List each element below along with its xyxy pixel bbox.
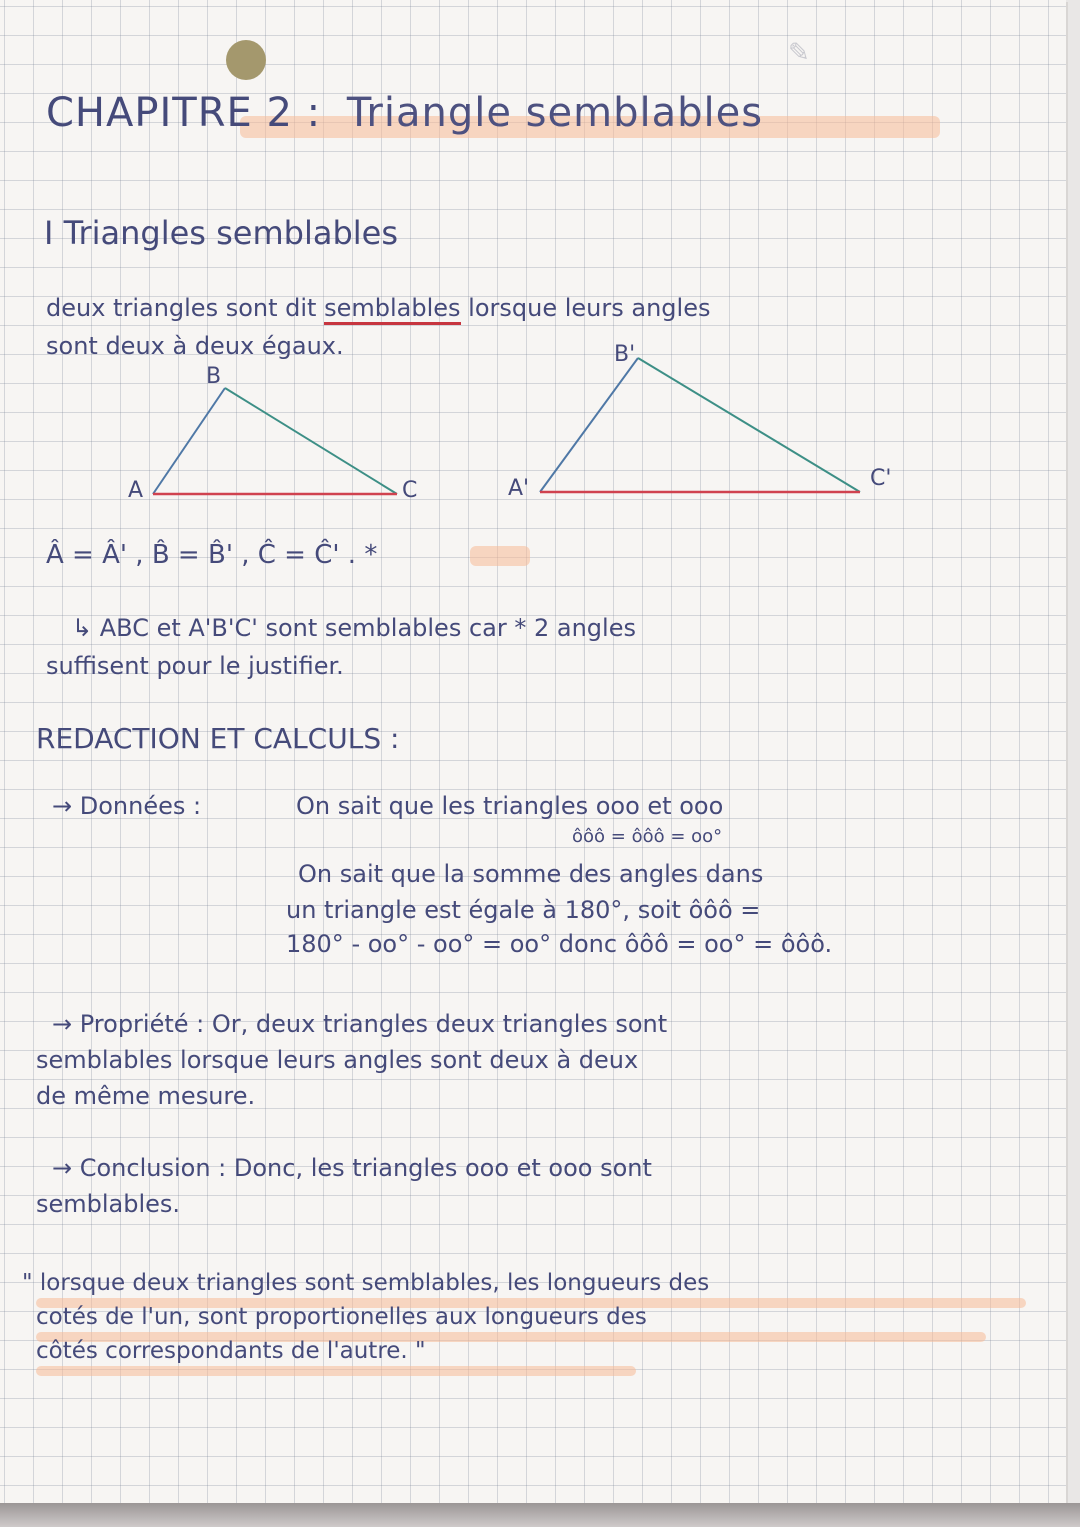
note-line-2: suffisent pour le justifier.: [46, 652, 344, 680]
section-heading: I Triangles semblables: [44, 214, 399, 252]
page-edge-shadow: [0, 1503, 1080, 1527]
side-b-c-prime: [638, 358, 860, 492]
chapter-subject: Triangle semblables: [346, 90, 764, 136]
label-c-prime: C': [870, 466, 892, 491]
side-ab: [153, 388, 225, 494]
quote-line-2: cotés de l'un, sont proportionelles aux longueurs des: [36, 1304, 647, 1330]
donnees-line-3: On sait que la somme des angles dans: [298, 860, 764, 888]
label-b: B: [206, 364, 222, 389]
definition-before: deux triangles sont dit: [46, 294, 325, 322]
triangle-figure: [0, 0, 1066, 520]
conclusion-line-2: semblables.: [36, 1190, 181, 1218]
note-line-1: ↳ ABC et A'B'C' sont semblables car * 2 angles: [72, 614, 636, 642]
propriete-line-2: semblables lorsque leurs angles sont deux à deux: [36, 1046, 639, 1074]
side-bc: [225, 388, 397, 494]
conclusion-label: → Conclusion :: [52, 1154, 227, 1182]
propriete-text-1: Or, deux triangles deux triangles sont: [211, 1010, 668, 1038]
propriete-line-1: [52, 1010, 667, 1038]
quote-highlight-3: [36, 1366, 636, 1376]
donnees-line-1: On sait que les triangles ooo et ooo: [296, 792, 724, 820]
redaction-heading: REDACTION ET CALCULS :: [36, 722, 400, 755]
equalities-highlight: [470, 546, 530, 566]
quote-line-3: côtés correspondants de l'autre. ": [36, 1338, 426, 1364]
conclusion-line-1: [52, 1154, 652, 1182]
donnees-line-4: un triangle est égale à 180°, soit ôôô =: [286, 896, 761, 924]
definition-keyword: semblables: [324, 294, 460, 325]
triangle-abc: [153, 388, 397, 494]
triangle-a-b-c-prime: [540, 358, 860, 492]
quote-line-1: " lorsque deux triangles sont semblables, les longueurs des: [22, 1270, 710, 1296]
propriete-line-3: de même mesure.: [36, 1082, 256, 1110]
faded-mark-icon: ✎: [788, 38, 810, 68]
label-a: A: [128, 478, 144, 503]
label-c: C: [402, 478, 418, 503]
conclusion-text-1: Donc, les triangles ooo et ooo sont: [233, 1154, 652, 1182]
chapter-number: CHAPITRE 2 :: [46, 90, 322, 136]
definition-after: lorsque leurs angles: [460, 294, 711, 322]
donnees-line-2: ôôô = ôôô = oo°: [572, 826, 723, 847]
side-a-b-prime: [540, 358, 638, 492]
angle-equalities: Â = Â' , B̂ = B̂' , Ĉ = Ĉ' . *: [46, 540, 378, 570]
label-b-prime: B': [614, 342, 636, 367]
donnees-label: → Données :: [52, 792, 202, 820]
label-a-prime: A': [508, 476, 530, 501]
donnees-line-5: 180° - oo° - oo° = oo° donc ôôô = oo° = ôôô.: [286, 930, 833, 958]
propriete-label: → Propriété :: [52, 1010, 205, 1038]
definition-line-2: sont deux à deux égaux.: [46, 332, 344, 360]
